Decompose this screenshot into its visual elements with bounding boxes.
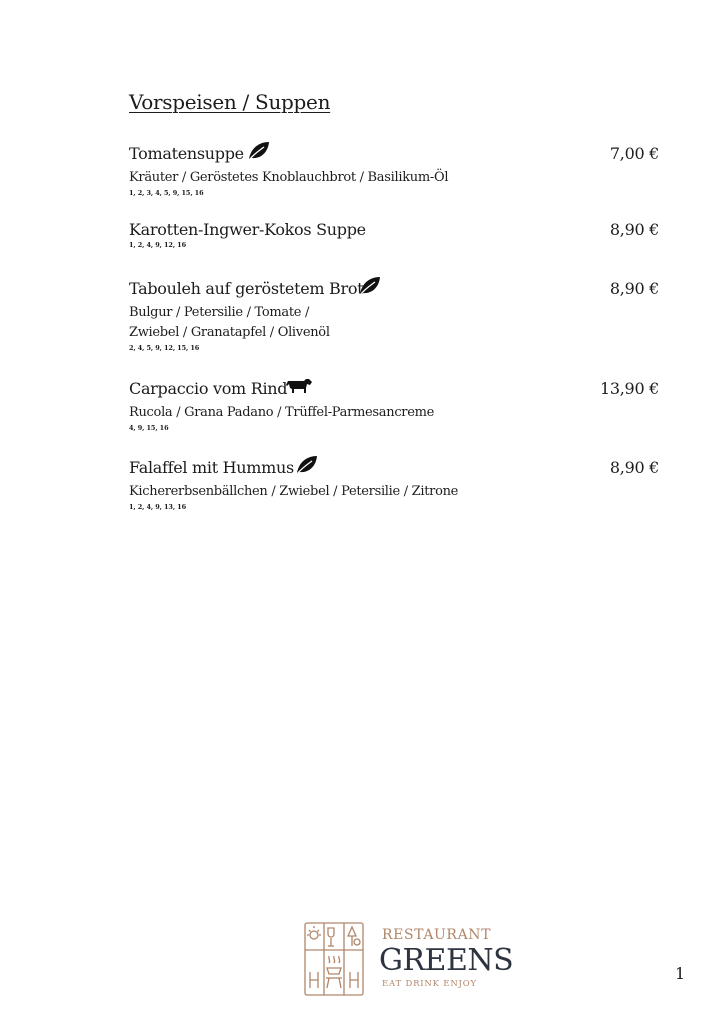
dish-price: 13,90 € <box>600 379 659 398</box>
dish-description: Rucola / Grana Padano / Trüffel-Parmesancreme <box>129 405 435 420</box>
cow-icon <box>285 376 313 396</box>
leaf-icon <box>247 140 271 162</box>
dish-name: Carpaccio vom Rind <box>129 379 288 398</box>
menu-item-falaffel <box>129 458 659 512</box>
dish-description: Zwiebel / Granatapfel / Olivenöl <box>129 325 330 340</box>
menu-item-carpaccio <box>129 379 659 433</box>
leaf-icon <box>295 454 319 476</box>
dish-price: 8,90 € <box>609 220 659 239</box>
dish-description: Kräuter / Geröstetes Knoblauchbrot / Basilikum-Öl <box>129 170 449 185</box>
allergen-codes: 1, 2, 3, 4, 5, 9, 15, 16 <box>129 189 204 197</box>
brand-name: GREENS <box>379 943 514 978</box>
menu-item-tomatensuppe <box>129 144 659 198</box>
allergen-codes: 4, 9, 15, 16 <box>129 424 169 432</box>
page-number: 1 <box>675 964 686 983</box>
dish-price: 7,00 € <box>609 144 659 163</box>
section-title: Vorspeisen / Suppen <box>129 90 331 114</box>
dish-description: Kichererbsenbällchen / Zwiebel / Petersilie / Zitrone <box>129 484 459 499</box>
restaurant-logo-icon <box>304 922 364 996</box>
dish-name: Karotten-Ingwer-Kokos Suppe <box>129 220 366 239</box>
brand-tagline: EAT DRINK ENJOY <box>382 979 477 989</box>
dish-price: 8,90 € <box>609 458 659 477</box>
menu-item-tabouleh <box>129 279 659 353</box>
dish-name: Tomatensuppe <box>129 144 244 163</box>
leaf-icon <box>358 275 382 297</box>
dish-name: Falaffel mit Hummus <box>129 458 294 477</box>
allergen-codes: 2, 4, 5, 9, 12, 15, 16 <box>129 344 200 352</box>
allergen-codes: 1, 2, 4, 9, 13, 16 <box>129 503 187 511</box>
brand-label: RESTAURANT <box>382 927 492 943</box>
menu-item-karotten-ingwer-kokos-suppe <box>129 220 659 250</box>
restaurant-logo <box>304 922 514 998</box>
dish-name: Tabouleh auf geröstetem Brot <box>129 279 364 298</box>
dish-price: 8,90 € <box>609 279 659 298</box>
allergen-codes: 1, 2, 4, 9, 12, 16 <box>129 241 187 249</box>
dish-description: Bulgur / Petersilie / Tomate / <box>129 305 310 320</box>
